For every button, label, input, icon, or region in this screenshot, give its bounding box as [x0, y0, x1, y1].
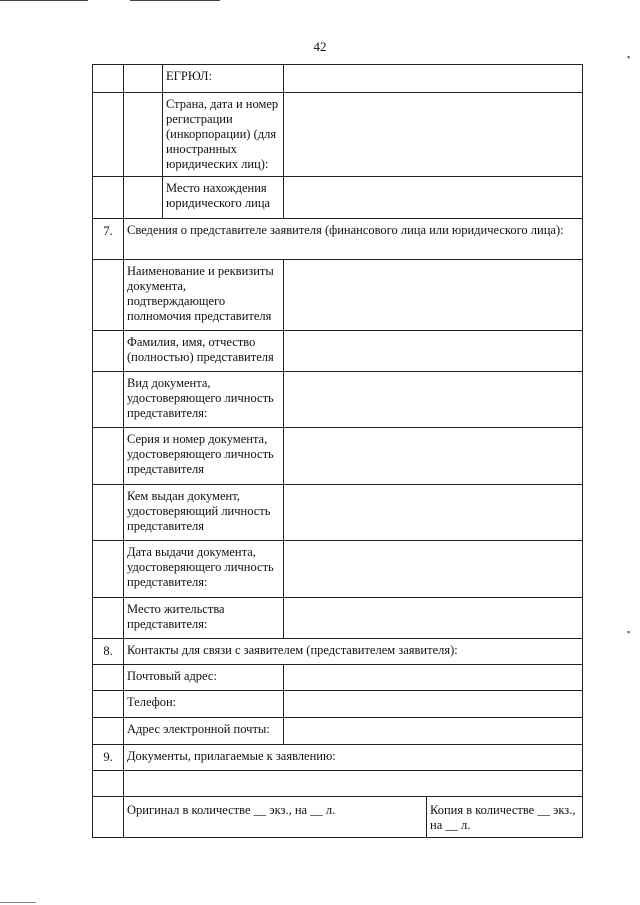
- foreign-registration-label-cell: [162, 92, 284, 177]
- scan-margin-mark: ▪: [627, 627, 631, 637]
- number-cell: [92, 259, 124, 331]
- location-row: [92, 176, 583, 219]
- documents-list-field[interactable]: [123, 770, 583, 797]
- section-7-issued-by-row: [92, 484, 583, 541]
- id-type-value-field[interactable]: [283, 371, 583, 428]
- number-cell: [92, 717, 124, 745]
- authority-document-label: Наименование и реквизиты документа, подтверждающего полномочия представителя: [127, 264, 274, 323]
- egrul-label: ЕГРЮЛ:: [166, 69, 212, 83]
- representative-name-label: Фамилия, имя, отчество (полностью) представителя: [127, 335, 274, 364]
- postal-address-label: Почтовый адрес:: [127, 669, 217, 683]
- number-cell: [92, 484, 124, 541]
- postal-address-label-cell: [123, 664, 284, 691]
- section-9-quantity-row: [92, 796, 583, 838]
- location-label: Место нахождения юридического лица: [166, 181, 271, 210]
- section-7-title: Сведения о представителе заявителя (финансового лица или юридического лица):: [127, 223, 564, 237]
- issued-by-value-field[interactable]: [283, 484, 583, 541]
- section-8-number: 8.: [103, 644, 113, 658]
- authority-document-label-cell: [123, 259, 284, 331]
- location-value-field[interactable]: [283, 176, 583, 219]
- section-9-number-cell: [92, 744, 124, 771]
- section-7-id-series-row: [92, 427, 583, 485]
- issued-by-label-cell: [123, 484, 284, 541]
- section-8-postal-row: [92, 664, 583, 691]
- section-8-heading-row: [92, 638, 583, 665]
- id-series-label-cell: [123, 427, 284, 485]
- egrul-value-field[interactable]: [283, 64, 583, 93]
- scan-margin-mark: ▪: [627, 52, 631, 62]
- phone-value-field[interactable]: [283, 690, 583, 718]
- residence-label-cell: [123, 597, 284, 639]
- location-label-cell: [162, 176, 284, 219]
- section-9-title-cell: [123, 744, 583, 771]
- id-type-label: Вид документа, удостоверяющего личность представителя:: [127, 376, 274, 420]
- section-7-issue-date-row: [92, 540, 583, 598]
- phone-label-cell: [123, 690, 284, 718]
- id-series-value-field[interactable]: [283, 427, 583, 485]
- copy-quantity-cell[interactable]: [426, 796, 583, 838]
- residence-label: Место жительства представителя:: [127, 602, 225, 631]
- number-cell: [92, 176, 124, 219]
- section-8-title-cell: [123, 638, 583, 665]
- issued-by-label: Кем выдан документ, удостоверяющий личность представителя: [127, 489, 271, 533]
- foreign-registration-value-field[interactable]: [283, 92, 583, 177]
- section-9-number: 9.: [103, 750, 113, 764]
- number-cell: [92, 427, 124, 485]
- foreign-registration-row: [92, 92, 583, 177]
- number-cell: [92, 371, 124, 428]
- number-cell: [92, 64, 124, 93]
- id-series-label: Серия и номер документа, удостоверяющего личность представителя: [127, 432, 274, 476]
- postal-address-value-field[interactable]: [283, 664, 583, 691]
- egrul-row: [92, 64, 583, 93]
- id-type-label-cell: [123, 371, 284, 428]
- email-value-field[interactable]: [283, 717, 583, 745]
- section-7-document-row: [92, 259, 583, 331]
- number-cell: [92, 597, 124, 639]
- section-7-fio-row: [92, 330, 583, 372]
- section-8-email-row: [92, 717, 583, 745]
- scan-bottom-rule: [0, 902, 36, 903]
- egrul-label-cell: [162, 64, 284, 93]
- email-label-cell: [123, 717, 284, 745]
- section-7-number: 7.: [103, 224, 113, 238]
- representative-name-value-field[interactable]: [283, 330, 583, 372]
- section-9-title: Документы, прилагаемые к заявлению:: [127, 749, 336, 763]
- section-8-number-cell: [92, 638, 124, 665]
- scan-top-rule: [130, 0, 220, 1]
- section-7-title-cell: [123, 218, 583, 260]
- sub-index-cell: [123, 92, 163, 177]
- section-8-title: Контакты для связи с заявителем (представителем заявителя):: [127, 643, 458, 657]
- section-7-residence-row: [92, 597, 583, 639]
- residence-value-field[interactable]: [283, 597, 583, 639]
- foreign-registration-label: Страна, дата и номер регистрации (инкорпорации) (для иностранных юридических лиц):: [166, 97, 279, 171]
- sub-index-cell: [123, 64, 163, 93]
- section-9-blank-row: [92, 770, 583, 797]
- number-cell: [92, 540, 124, 598]
- sub-index-cell: [123, 176, 163, 219]
- section-8-phone-row: [92, 690, 583, 718]
- number-cell: [92, 690, 124, 718]
- authority-document-value-field[interactable]: [283, 259, 583, 331]
- representative-name-label-cell: [123, 330, 284, 372]
- page-number: 42: [313, 39, 327, 54]
- issue-date-label: Дата выдачи документа, удостоверяющего личность представителя:: [127, 545, 274, 589]
- section-7-heading-row: [92, 218, 583, 260]
- original-quantity-label: Оригинал в количестве __ экз., на __ л.: [127, 803, 336, 817]
- number-cell: [92, 330, 124, 372]
- number-cell: [92, 796, 124, 838]
- section-7-number-cell: [92, 218, 124, 260]
- scan-top-rule: [0, 0, 88, 1]
- original-quantity-cell[interactable]: [123, 796, 427, 838]
- issue-date-label-cell: [123, 540, 284, 598]
- number-cell: [92, 770, 124, 797]
- copy-quantity-label: Копия в количестве __ экз., на __ л.: [430, 803, 576, 832]
- issue-date-value-field[interactable]: [283, 540, 583, 598]
- email-label: Адрес электронной почты:: [127, 722, 270, 736]
- phone-label: Телефон:: [127, 695, 177, 709]
- number-cell: [92, 664, 124, 691]
- section-9-heading-row: [92, 744, 583, 771]
- number-cell: [92, 92, 124, 177]
- section-7-id-type-row: [92, 371, 583, 428]
